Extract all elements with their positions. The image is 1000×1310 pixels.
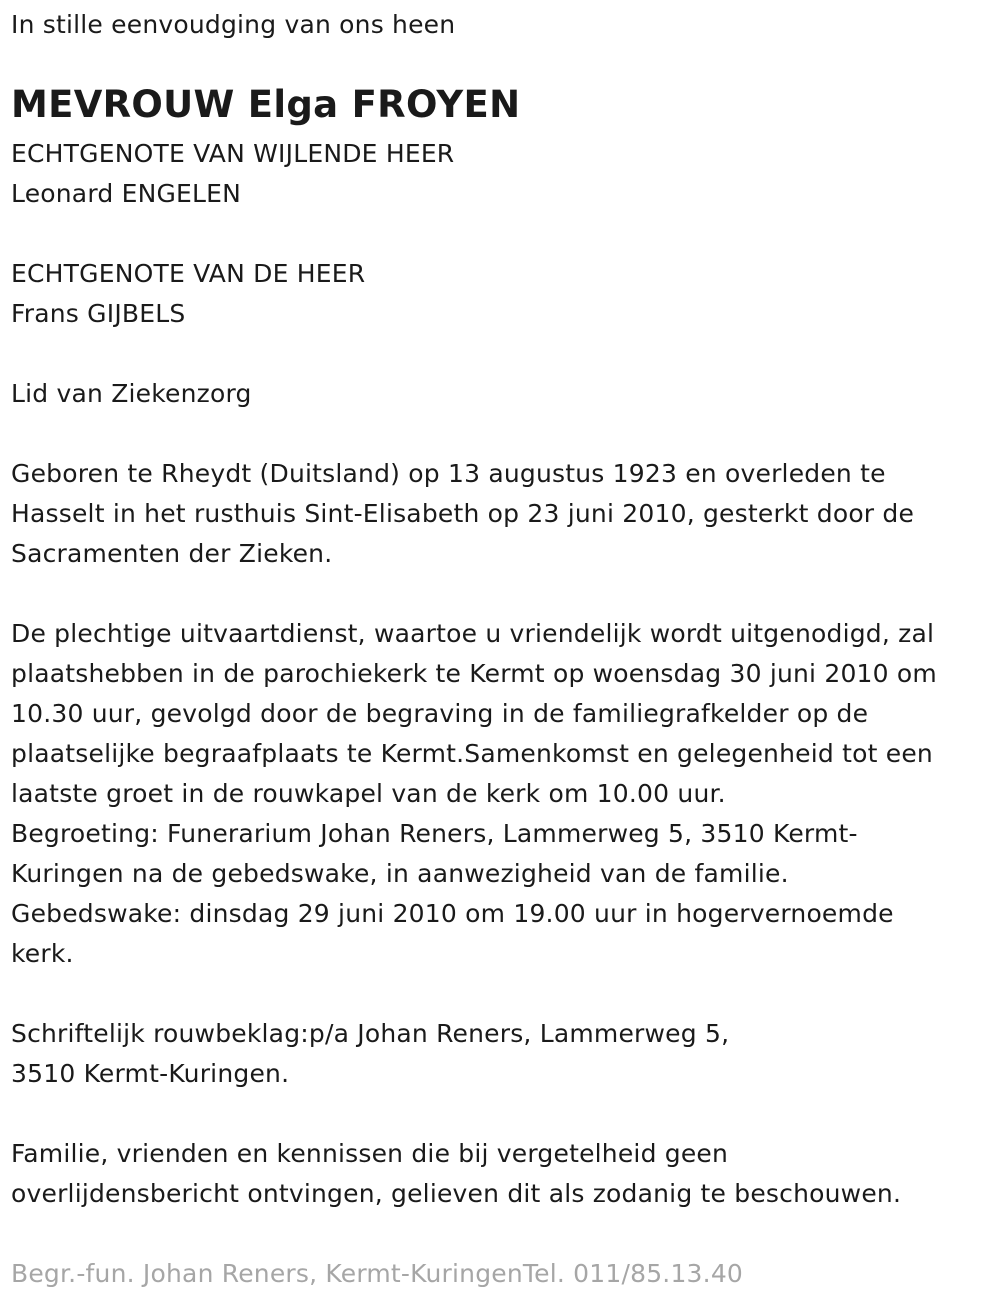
ceremony-line: 10.30 uur, gevolgd door de begraving in de familiegrafkelder op de [11, 699, 869, 728]
ceremony-line: De plechtige uitvaartdienst, waartoe u vriendelijk wordt uitgenodigd, zal [11, 619, 935, 648]
spouse1-name: Leonard ENGELEN [11, 179, 242, 208]
ceremony-line: laatste groet in de rouwkapel van de kerk om 10.00 uur. [11, 779, 726, 808]
membership-line: Lid van Ziekenzorg [11, 379, 252, 408]
birth-death-line: Hasselt in het rusthuis Sint-Elisabeth op 23 juni 2010, gesterkt door de [11, 499, 915, 528]
spouse1-title: ECHTGENOTE VAN WIJLENDE HEER [11, 139, 455, 168]
ceremony-line: Kuringen na de gebedswake, in aanwezigheid van de familie. [11, 859, 789, 888]
birth-death-line: Sacramenten der Zieken. [11, 539, 333, 568]
notice-line: overlijdensbericht ontvingen, gelieven dit als zodanig te beschouwen. [11, 1179, 902, 1208]
birth-death-line: Geboren te Rheydt (Duitsland) op 13 augustus 1923 en overleden te [11, 459, 886, 488]
notice-line: Familie, vrienden en kennissen die bij vergetelheid geen [11, 1139, 729, 1168]
funeral-home-footer: Begr.-fun. Johan Reners, Kermt-KuringenTel. 011/85.13.40 [11, 1259, 744, 1288]
ceremony-line: Gebedswake: dinsdag 29 juni 2010 om 19.00 uur in hogervernoemde [11, 899, 894, 928]
spouse2-title: ECHTGENOTE VAN DE HEER [11, 259, 366, 288]
deceased-name: MEVROUW Elga FROYEN [11, 83, 521, 126]
spouse2-name: Frans GIJBELS [11, 299, 186, 328]
intro-line: In stille eenvoudging van ons heen [11, 10, 456, 39]
ceremony-line: plaatselijke begraafplaats te Kermt.Samenkomst en gelegenheid tot een [11, 739, 933, 768]
ceremony-line: plaatshebben in de parochiekerk te Kermt op woensdag 30 juni 2010 om [11, 659, 937, 688]
ceremony-line: Begroeting: Funerarium Johan Reners, Lammerweg 5, 3510 Kermt- [11, 819, 858, 848]
condolences-line: Schriftelijk rouwbeklag:p/a Johan Reners, Lammerweg 5, [11, 1019, 730, 1048]
condolences-line: 3510 Kermt-Kuringen. [11, 1059, 290, 1088]
ceremony-line: kerk. [11, 939, 74, 968]
